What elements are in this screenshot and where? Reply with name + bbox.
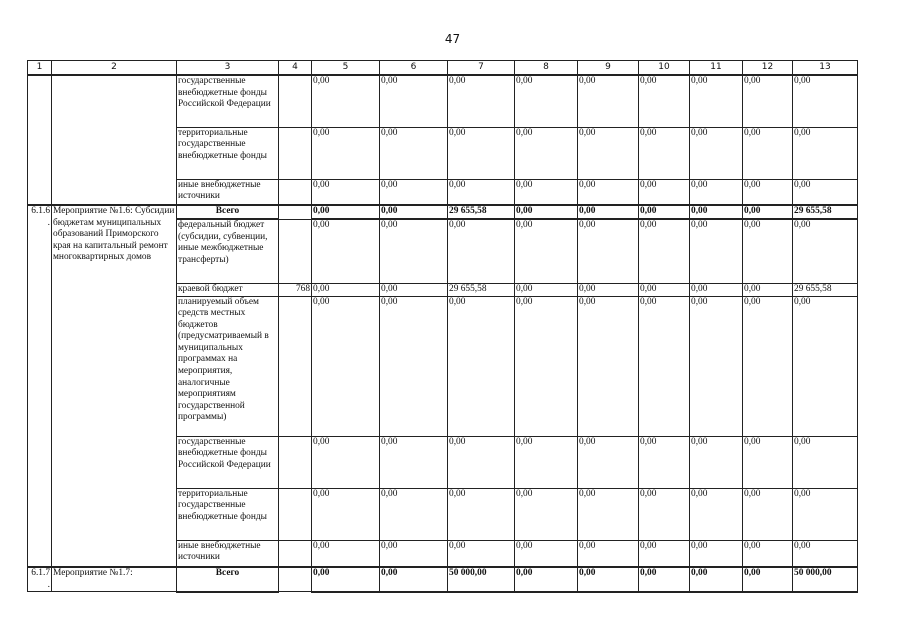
column-header: 4 — [279, 61, 312, 76]
value-cell: 0,00 — [380, 283, 448, 296]
funding-source: территориальные государственные внебюджетные фонды — [177, 488, 279, 540]
total-value: 0,00 — [639, 567, 690, 592]
value-cell: 0,00 — [448, 436, 515, 488]
value-cell: 0,00 — [448, 296, 515, 436]
value-cell: 0,00 — [312, 283, 380, 296]
value-cell: 0,00 — [793, 540, 858, 567]
code-cell-continued — [28, 75, 52, 205]
total-value: 0,00 — [312, 205, 380, 219]
value-cell: 0,00 — [793, 488, 858, 540]
total-value: 50 000,00 — [448, 567, 515, 592]
value-cell: 0,00 — [793, 296, 858, 436]
funding-source: краевой бюджет — [177, 283, 279, 296]
value-cell: 0,00 — [515, 219, 578, 283]
page-number: 47 — [444, 32, 461, 46]
value-cell: 0,00 — [793, 75, 858, 127]
measure-name: Мероприятие №1.6: Субсидии бюджетам муниципальных образований Приморского края на капитальный ремонт многоквартирных домов — [52, 205, 177, 567]
funding-source: планируемый объем средств местных бюджетов (предусматриваемый в муниципальных программах на мероприятия, аналогичные мероприятиям государственной программы) — [177, 296, 279, 436]
value-cell: 0,00 — [380, 127, 448, 179]
measure-code: 6.1.7. — [28, 567, 52, 592]
value-cell: 0,00 — [515, 436, 578, 488]
column-header: 2 — [52, 61, 177, 76]
value-cell: 0,00 — [793, 436, 858, 488]
value-cell: 0,00 — [515, 540, 578, 567]
funding-source: федеральный бюджет (субсидии, субвенции, иные межбюджетные трансферты) — [177, 219, 279, 283]
value-cell: 0,00 — [743, 488, 793, 540]
total-value: 0,00 — [515, 567, 578, 592]
value-cell: 0,00 — [639, 296, 690, 436]
budget-code — [279, 488, 312, 540]
value-cell: 0,00 — [380, 179, 448, 205]
value-cell: 0,00 — [690, 283, 743, 296]
total-row — [28, 205, 858, 219]
funding-source: территориальные государственные внебюджетные фонды — [177, 127, 279, 179]
column-header: 1 — [28, 61, 52, 76]
total-value: 0,00 — [690, 205, 743, 219]
value-cell: 0,00 — [515, 127, 578, 179]
value-cell: 29 655,58 — [793, 283, 858, 296]
value-cell: 0,00 — [690, 296, 743, 436]
value-cell: 0,00 — [380, 219, 448, 283]
value-cell: 0,00 — [743, 75, 793, 127]
budget-code — [279, 296, 312, 436]
total-value: 0,00 — [639, 205, 690, 219]
measure-name: Мероприятие №1.7: — [52, 567, 177, 592]
value-cell: 0,00 — [793, 127, 858, 179]
total-value: 0,00 — [578, 567, 639, 592]
total-value: 29 655,58 — [793, 205, 858, 219]
value-cell: 0,00 — [578, 540, 639, 567]
value-cell: 0,00 — [793, 219, 858, 283]
value-cell: 0,00 — [448, 75, 515, 127]
value-cell: 0,00 — [312, 488, 380, 540]
total-value: 0,00 — [515, 205, 578, 219]
value-cell: 0,00 — [743, 436, 793, 488]
measure-name-continued — [52, 75, 177, 205]
value-cell: 0,00 — [690, 219, 743, 283]
value-cell: 0,00 — [515, 488, 578, 540]
budget-code — [279, 205, 312, 219]
value-cell: 0,00 — [743, 283, 793, 296]
total-value: 50 000,00 — [793, 567, 858, 592]
value-cell: 0,00 — [690, 540, 743, 567]
budget-code — [279, 567, 312, 592]
value-cell: 0,00 — [380, 296, 448, 436]
value-cell: 0,00 — [690, 436, 743, 488]
value-cell: 0,00 — [448, 488, 515, 540]
total-value: 0,00 — [380, 567, 448, 592]
value-cell: 0,00 — [515, 296, 578, 436]
budget-code — [279, 436, 312, 488]
value-cell: 0,00 — [578, 296, 639, 436]
value-cell: 0,00 — [743, 296, 793, 436]
value-cell: 0,00 — [639, 283, 690, 296]
budget-table — [27, 60, 858, 593]
total-value: 0,00 — [743, 205, 793, 219]
column-numbers-row — [28, 61, 858, 76]
value-cell: 0,00 — [312, 179, 380, 205]
value-cell: 0,00 — [639, 179, 690, 205]
value-cell: 0,00 — [312, 219, 380, 283]
total-label: Всего — [177, 205, 279, 219]
column-header: 11 — [690, 61, 743, 76]
funding-source: государственные внебюджетные фонды Российской Федерации — [177, 436, 279, 488]
value-cell: 0,00 — [312, 436, 380, 488]
value-cell: 0,00 — [639, 127, 690, 179]
budget-code: 768 — [279, 283, 312, 296]
budget-code — [279, 179, 312, 205]
value-cell: 0,00 — [639, 540, 690, 567]
funding-source: государственные внебюджетные фонды Российской Федерации — [177, 75, 279, 127]
value-cell: 0,00 — [578, 283, 639, 296]
value-cell: 0,00 — [578, 75, 639, 127]
column-header: 7 — [448, 61, 515, 76]
column-header: 10 — [639, 61, 690, 76]
total-row — [28, 567, 858, 592]
total-value: 0,00 — [578, 205, 639, 219]
funding-source: иные внебюджетные источники — [177, 179, 279, 205]
value-cell: 0,00 — [578, 436, 639, 488]
value-cell: 0,00 — [515, 283, 578, 296]
budget-code — [279, 219, 312, 283]
value-cell: 0,00 — [743, 127, 793, 179]
value-cell: 0,00 — [448, 179, 515, 205]
value-cell: 0,00 — [380, 488, 448, 540]
value-cell: 0,00 — [743, 540, 793, 567]
value-cell: 0,00 — [515, 179, 578, 205]
value-cell: 0,00 — [578, 488, 639, 540]
column-header: 6 — [380, 61, 448, 76]
budget-code — [279, 540, 312, 567]
value-cell: 0,00 — [448, 219, 515, 283]
measure-code: 6.1.6. — [28, 205, 52, 567]
total-value: 29 655,58 — [448, 205, 515, 219]
value-cell: 0,00 — [448, 540, 515, 567]
total-value: 0,00 — [380, 205, 448, 219]
value-cell: 0,00 — [639, 219, 690, 283]
value-cell: 0,00 — [793, 179, 858, 205]
value-cell: 29 655,58 — [448, 283, 515, 296]
column-header: 9 — [578, 61, 639, 76]
total-value: 0,00 — [690, 567, 743, 592]
funding-source: иные внебюджетные источники — [177, 540, 279, 567]
value-cell: 0,00 — [690, 179, 743, 205]
column-header: 5 — [312, 61, 380, 76]
value-cell: 0,00 — [578, 127, 639, 179]
value-cell: 0,00 — [380, 75, 448, 127]
value-cell: 0,00 — [312, 127, 380, 179]
value-cell: 0,00 — [578, 179, 639, 205]
value-cell: 0,00 — [690, 75, 743, 127]
total-label: Всего — [177, 567, 279, 592]
value-cell: 0,00 — [312, 296, 380, 436]
value-cell: 0,00 — [639, 436, 690, 488]
budget-code — [279, 75, 312, 127]
value-cell: 0,00 — [380, 540, 448, 567]
value-cell: 0,00 — [448, 127, 515, 179]
value-cell: 0,00 — [639, 75, 690, 127]
value-cell: 0,00 — [515, 75, 578, 127]
value-cell: 0,00 — [312, 75, 380, 127]
value-cell: 0,00 — [743, 219, 793, 283]
column-header: 3 — [177, 61, 279, 76]
value-cell: 0,00 — [690, 127, 743, 179]
budget-code — [279, 127, 312, 179]
value-cell: 0,00 — [639, 488, 690, 540]
value-cell: 0,00 — [312, 540, 380, 567]
value-cell: 0,00 — [690, 488, 743, 540]
value-cell: 0,00 — [578, 219, 639, 283]
column-header: 12 — [743, 61, 793, 76]
column-header: 13 — [793, 61, 858, 76]
total-value: 0,00 — [743, 567, 793, 592]
total-value: 0,00 — [312, 567, 380, 592]
column-header: 8 — [515, 61, 578, 76]
value-cell: 0,00 — [380, 436, 448, 488]
table-row — [28, 75, 858, 127]
value-cell: 0,00 — [743, 179, 793, 205]
